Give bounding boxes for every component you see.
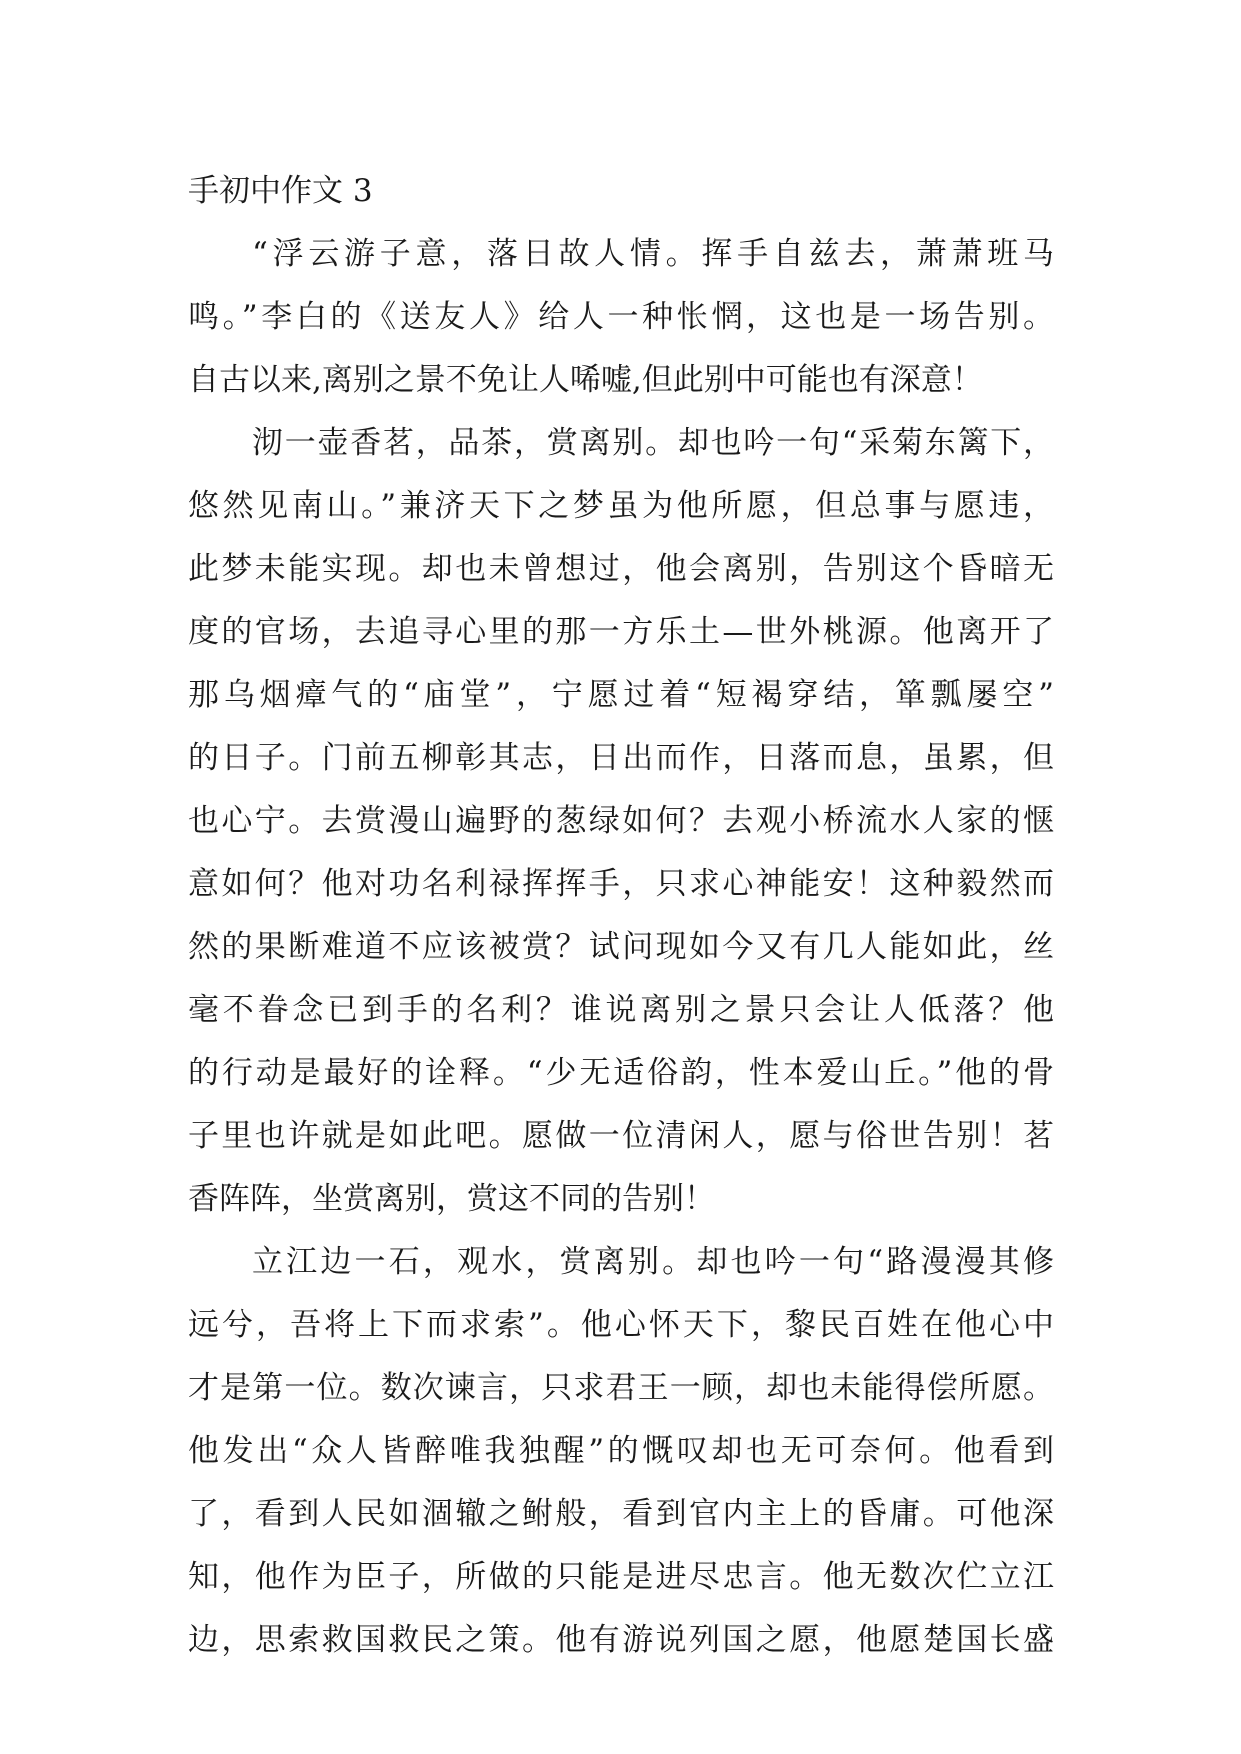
essay-line: 然的果断难道不应该被赏？试问现如今又有几人能如此，丝 <box>188 929 1054 965</box>
essay-line: 此梦未能实现。却也未曾想过，他会离别，告别这个昏暗无 <box>188 551 1054 587</box>
essay-line: 远兮，吾将上下而求索”。他心怀天下，黎民百姓在他心中 <box>188 1307 1054 1343</box>
essay-line: 沏一壶香茗，品茶，赏离别。却也吟一句“采菊东篱下， <box>252 425 1054 461</box>
essay-line: 意如何？他对功名利禄挥挥手，只求心神能安！这种毅然而 <box>188 866 1054 902</box>
essay-line: 才是第一位。数次谏言，只求君王一顾，却也未能得偿所愿。 <box>188 1370 1054 1406</box>
essay-line: 边，思索救国救民之策。他有游说列国之愿，他愿楚国长盛 <box>188 1622 1054 1658</box>
essay-line: 他发出“众人皆醉唯我独醒”的慨叹却也无可奈何。他看到 <box>188 1433 1054 1469</box>
essay-line: 子里也许就是如此吧。愿做一位清闲人，愿与俗世告别！茗 <box>188 1118 1054 1154</box>
essay-line: 知，他作为臣子，所做的只能是进尽忠言。他无数次伫立江 <box>188 1559 1054 1595</box>
essay-line: 自古以来,离别之景不免让人唏嘘,但此别中可能也有深意！ <box>188 362 983 398</box>
essay-line: 悠然见南山。”兼济天下之梦虽为他所愿，但总事与愿违， <box>188 488 1054 524</box>
essay-line: 毫不眷念已到手的名利？谁说离别之景只会让人低落？他 <box>188 992 1054 1028</box>
essay-line: 也心宁。去赏漫山遍野的葱绿如何？去观小桥流水人家的惬 <box>188 803 1054 839</box>
essay-heading: 手初中作文 3 <box>188 173 373 209</box>
essay-line: 的行动是最好的诠释。“少无适俗韵，性本爱山丘。”他的骨 <box>188 1055 1054 1091</box>
essay-body <box>188 160 1054 1672</box>
essay-line: 香阵阵，坐赏离别，赏这不同的告别！ <box>188 1181 715 1217</box>
essay-line: 度的官场，去追寻心里的那一方乐土—世外桃源。他离开了 <box>188 614 1054 650</box>
essay-line: “浮云游子意，落日故人情。挥手自兹去，萧萧班马 <box>252 236 1054 272</box>
essay-line: 鸣。”李白的《送友人》给人一种怅惘，这也是一场告别。 <box>188 299 1054 335</box>
essay-line: 的日子。门前五柳彰其志，日出而作，日落而息，虽累，但 <box>188 740 1054 776</box>
essay-line: 了，看到人民如涸辙之鲋般，看到官内主上的昏庸。可他深 <box>188 1496 1054 1532</box>
essay-line: 那乌烟瘴气的“庙堂”，宁愿过着“短褐穿结，箪瓢屡空” <box>188 677 1054 713</box>
essay-line: 立江边一石，观水，赏离别。却也吟一句“路漫漫其修 <box>252 1244 1054 1280</box>
